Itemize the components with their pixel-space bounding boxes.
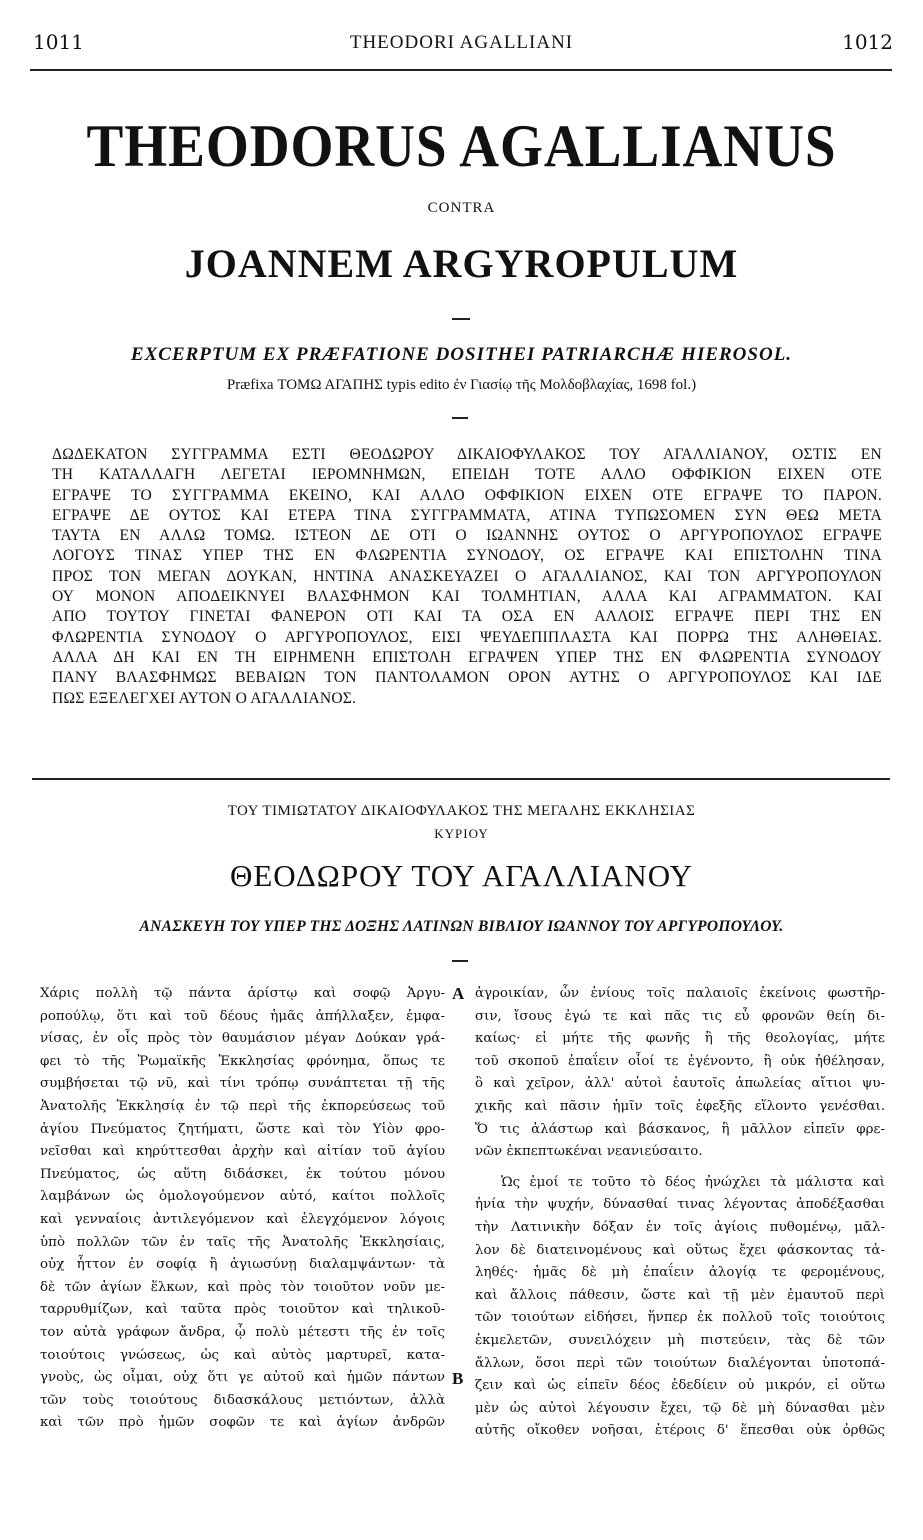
preface-line: ΠΑΝΥ ΒΛΑΣΦΗΜΩΣ ΒΕΒΑΙΩΝ ΤΟΝ ΠΑΝΤΟΛΑΜΟΝ ΟΡΟΝ ΑΥΤΗΣ Ο ΑΡΓΥΡΟΠΟΥΛΟΣ ΚΑΙ ΙΔΕ [52,669,882,687]
preface-line: ΔΩΔΕΚΑΤΟΝ ΣΥΓΓΡΑΜΜΑ ΕΣΤΙ ΘΕΟΔΩΡΟΥ ΔΙΚΑΙΟΦΥΛΑΚΟΣ ΤΟΥ ΑΓΑΛΛΙΑΝΟΥ, ΟΣΤΙΣ ΕΝ [52,446,882,463]
subtitle: JOANNEM ARGYROPULUM [184,241,739,286]
section-heading-line2: ΚΥΡΙΟΥ [434,826,489,841]
preface-line: ΠΡΟΣ ΤΟΝ ΜΕΓΑΝ ΔΟΥΚΑΝ, ΗΝΤΙΝΑ ΑΝΑΣΚΕΥΑΖΕΙ Ο ΑΓΑΛΛΙΑΝΟΣ, ΚΑΙ ΤΟΝ ΑΡΓΥΡΟΠΟΥΛΟΝ [52,567,882,585]
column-line: λαμβάνων ὡς ὁμολογούμενον αὐτό, καίτοι πολλοῖς [40,1189,445,1205]
running-head [0,30,923,60]
column-line: ἠνία τὴν ψυχήν, δύνασθαί τινας λέγοντας ἀποδέξασθαι [475,1197,885,1213]
column-line: σιν, ἴσους ἐγώ τε καὶ πᾶς τις εὖ φρονῶν θείη δι- [475,1008,885,1024]
column-line: οὐχ ἧττον ἐν σοφίᾳ ἢ ἁγιωσύνῃ διαλαμψάντων· τὰ [40,1257,445,1273]
column-line: αὐτῆς οἴκοθεν νοῆσαι, ἑτέροις δ' ἕπεσθαι οὐκ ὀρθῶς [475,1423,885,1439]
header-rule [30,69,892,71]
page-number-right: 1012 [842,30,893,54]
column-line: Ἀνατολῆς Ἐκκλησίᾳ ἐν τῷ περὶ τῆς ἐκπορεύσεως τοῦ [40,1098,445,1114]
column-line: τὴν Λατινικὴν δόξαν ἐν τοῖς ἁγίοις πυθομένῳ, μᾶλ- [475,1219,885,1235]
column-line: ἀγροικίαν, ὧν ἐνίους τοῖς παλαιοῖς ἐκείνοις φωστῆρ- [475,986,885,1001]
column-line: συμβήσεται τῷ νῦ, καὶ τίνι τρόπῳ συνάπτεται τῇ τῆς [40,1076,445,1092]
column-line: γνοὺς, ὡς οἶμαι, οὐχ ὅτι γε αὐτοῦ καὶ ἡμῶν πάντων [40,1370,445,1386]
section-heading-line1: ΤΟΥ ΤΙΜΙΩΤΑΤΟΥ ΔΙΚΑΙΟΦΥΛΑΚΟΣ ΤΗΣ ΜΕΓΑΛΗΣ ΕΚΚΛΗΣΙΑΣ [227,803,696,819]
page-number-left: 1011 [33,30,84,54]
column-line: καίως· εἰ μήτε τῆς φωνῆς ἢ τῆς θεολογίας, μήτε [475,1031,885,1047]
preface-line: ΟΥ ΜΟΝΟΝ ΑΠΟΔΕΙΚΝΥΕΙ ΒΛΑΣΦΗΜΟΝ ΚΑΙ ΤΟΛΜΗΤΙΑΝ, ΑΛΛΑ ΚΑΙ ΑΓΡΑΜΜΑΤΟΝ. ΚΑΙ [52,588,882,606]
column-line: τῶν τοιούτων εἰδήσει, ἥνπερ ἐκ πολλοῦ τοῖς τοιούτοις [475,1310,885,1326]
column-line: Ὅ τις ἀλάστωρ καὶ βάσκανος, ἢ μᾶλλον εἰπεῖν φρε- [475,1121,885,1137]
column-line: νῶν ἐκπεπτωκέναι νεανιεύσαιτο. [475,1144,703,1160]
column-line: ροπούλῳ, ὅτι καὶ τοῦ δέους ἡμᾶς ἀπήλλαξεν, ἐμφα- [40,1008,445,1024]
column-line: ἐκμελετῶν, συνειλόχειν μὴ πιστεύειν, τὰς δὲ τῶν [475,1332,885,1348]
text-column-left [40,983,445,1435]
preface-line: ΑΛΛΑ ΔΗ ΚΑΙ ΕΝ ΤΗ ΕΙΡΗΜΕΝΗ ΕΠΙΣΤΟΛΗ ΕΓΡΑΨΕΝ ΥΠΕΡ ΤΗΣ ΕΝ ΦΛΩΡΕΝΤΙΑ ΣΥΝΟΔΟΥ [52,648,882,666]
column-line: χικῆς καὶ πᾶσιν ἡμῖν τοῖς ἐφεξῆς εἵλοντο γενέσθαι. [475,1098,885,1114]
preface-line: ΦΛΩΡΕΝΤΙΑ ΣΥΝΟΔΟΥ Ο ΑΡΓΥΡΟΠΟΥΛΟΣ, ΕΙΣΙ ΨΕΥΔΕΠΙΠΛΑΣΤΑ ΚΑΙ ΠΟΡΡΩ ΤΗΣ ΑΛΗΘΕΙΑΣ. [52,628,882,646]
section-heading-name: ΘΕΟΔΩΡΟΥ ΤΟΥ ΑΓΑΛΛΙΑΝΟΥ [229,858,694,893]
column-line: ὃ καὶ χεῖρον, ἀλλ' αὐτοὶ ἑαυτοῖς ἀπωλείας αἴτιοι ψυ- [475,1076,885,1092]
preface-line: ΤΑΥΤΑ ΕΝ ΑΛΛΩ ΤΟΜΩ. ΙΣΤΕΟΝ ΔΕ ΟΤΙ Ο ΙΩΑΝΝΗΣ ΟΥΤΟΣ Ο ΑΡΓΥΡΟΠΟΥΛΟΣ ΕΓΡΑΨΕ [52,527,882,545]
column-line: μὲν ὡς αὐτοὶ λέγουσιν ἔχει, τῷ δὲ μὴ δύνασθαι μὲν [475,1400,885,1416]
column-line: ληθές· ἡμᾶς δὲ μὴ ἐπαΐειν ἀλογίᾳ τε φερομένους, [475,1265,885,1281]
short-rule [452,318,470,320]
excerpt-heading: EXCERPTUM EX PRÆFATIONE DOSITHEI PATRIARCHÆ HIEROSOL. [130,344,793,365]
column-line: νίσας, ἐν οἷς πρὸς τὸν θαυμάσιον μέγαν Δούκαν γρά- [40,1031,445,1047]
column-line: ταρρυθμίζων, καὶ ταῦτα πρὸς τοιοῦτον καὶ τηλικοῦ- [40,1302,445,1318]
text-column-right [475,983,885,1443]
preface-line: ΠΩΣ ΕΞΕΛΕΓΧΕΙ ΑΥΤΟΝ Ο ΑΓΑΛΛΙΑΝΟΣ. [52,689,357,707]
prefixa-note: Præfixa ΤΟΜΩ ΑΓΑΠΗΣ typis edito ἐν Γιασίῳ τῆς Μολδοβλαχίας, 1698 fol.) [226,377,697,393]
preface-paragraph [52,445,882,709]
column-line: φει τὸ τῆς Ῥωμαϊκῆς Ἐκκλησίας φρόνημα, ὅπως τε [40,1053,445,1069]
short-rule-3 [452,960,468,962]
column-line: Χάρις πολλὴ τῷ πάντα ἀρίστῳ καὶ σοφῷ Ἀργυ- [40,986,445,1001]
column-line: τον αὐτὰ γράφων ἄνδρα, ᾧ πολὺ μέτεστι τῆς ἐν τοῖς [40,1324,445,1340]
column-line: λον δὲ διατεινομένους καὶ οὕτως ἔχει φάσκοντας τἀ- [475,1242,885,1258]
column-line: καὶ ἄλλοις πάθεσιν, ὥστε καὶ τῇ μὲν ἐμαυτοῦ περὶ [475,1287,885,1303]
preface-line: ΕΓΡΑΨΕ ΔΕ ΟΥΤΟΣ ΚΑΙ ΕΤΕΡΑ ΤΙΝΑ ΣΥΓΓΡΑΜΜΑΤΑ, ΑΤΙΝΑ ΤΥΠΩΣΟΜΕΝ ΣΥΝ ΘΕΩ ΜΕΤΑ [52,506,882,524]
column-line: καὶ τῶν πρὸ ἡμῶν σοφῶν τε καὶ ἁγίων ἀνδρῶν [40,1415,445,1431]
column-line: καὶ γενναίοις ἀντιλεγόμενον καὶ ἐλεγχόμενον λόγοις [40,1211,445,1227]
column-line: ἄλλων, ὅσοι περὶ τῶν τοιούτων διαλέγονται ὑποτοπά- [475,1355,885,1371]
column-line: ὑπὸ πολλῶν τῶν ἐν ταῖς τῆς Ἀνατολῆς Ἐκκλησίαις, [40,1234,445,1250]
column-line: νεῖσθαι καὶ κηρύττεσθαι ἀρχὴν καὶ αἰτίαν τοῦ ἁγίου [40,1144,445,1160]
column-line: Ὡς ἐμοί τε τοῦτο τὸ δέος ἠνώχλει τὰ μάλιστα καὶ [501,1174,885,1190]
short-rule-2 [452,417,468,419]
section-subtitle: ΑΝΑΣΚΕΥΗ ΤΟΥ ΥΠΕΡ ΤΗΣ ΔΟΞΗΣ ΛΑΤΙΝΩΝ ΒΙΒΛΙΟΥ ΙΩΑΝΝΟΥ ΤΟΥ ΑΡΓΥΡΟΠΟΥΛΟΥ. [139,918,784,935]
preface-line: ΕΓΡΑΨΕ ΤΟ ΣΥΓΓΡΑΜΜΑ ΕΚΕΙΝΟ, ΚΑΙ ΑΛΛΟ ΟΦΦΙΚΙΟΝ ΕΙΧΕΝ ΟΤΕ ΕΓΡΑΨΕ ΤΟ ΠΑΡΟΝ. [52,486,882,504]
column-line: ζειν καὶ ὡς εἰπεῖν δέος ἐδεδίειν οὐ μικρόν, εἰ οὕτω [475,1378,885,1394]
column-line: τοῦ σκοποῦ ἐπαΐειν οἷοί τε ἐγένοντο, ἢ οὐκ ἠθέλησαν, [475,1053,885,1069]
margin-marker-b: B [452,1369,464,1388]
column-line: Πνεύματος, ὡς αὕτη διδάσκει, ἐκ τούτου μόνου [40,1166,445,1182]
preface-line: ΤΗ ΚΑΤΑΛΛΑΓΗ ΛΕΓΕΤΑΙ ΙΕΡΟΜΝΗΜΩΝ, ΕΠΕΙΔΗ ΤΟΤΕ ΑΛΛΟ ΟΦΦΙΚΙΟΝ ΕΙΧΕΝ ΟΤΕ [52,466,882,484]
column-line: τῶν τοὺς τοιούτους διδασκάλους μετιόντων, ἀλλὰ [40,1392,445,1408]
running-title: THEODORI AGALLIANI [349,32,574,53]
section-rule [32,778,890,780]
margin-marker-a: A [452,984,465,1003]
column-line: ἁγίου Πνεύματος ζητήματι, ὥστε καὶ τὸν Υἱὸν φρο- [40,1121,445,1137]
column-line: τοιούτοις γνώσεως, ὡς καὶ αὐτὸς μαρτυρεῖ, κατα- [40,1347,445,1363]
preface-line: ΑΠΟ ΤΟΥΤΟΥ ΓΙΝΕΤΑΙ ΦΑΝΕΡΟΝ ΟΤΙ ΚΑΙ ΤΑ ΟΣΑ ΕΝ ΑΛΛΟΙΣ ΕΓΡΑΨΕ ΠΕΡΙ ΤΗΣ ΕΝ [52,608,882,626]
contra-label: CONTRA [427,200,496,216]
column-line: δὲ τῶν ἁγίων ἕλκων, καὶ πρὸς τὸν τοιοῦτον νοῦν με- [40,1279,445,1295]
preface-line: ΛΟΓΟΥΣ ΤΙΝΑΣ ΥΠΕΡ ΤΗΣ ΕΝ ΦΛΩΡΕΝΤΙΑ ΣΥΝΟΔΟΥ, ΟΣ ΕΓΡΑΨΕ ΚΑΙ ΕΠΙΣΤΟΛΗΝ ΤΙΝΑ [52,547,882,565]
main-title: THEODORUS AGALLIANUS [86,113,837,179]
